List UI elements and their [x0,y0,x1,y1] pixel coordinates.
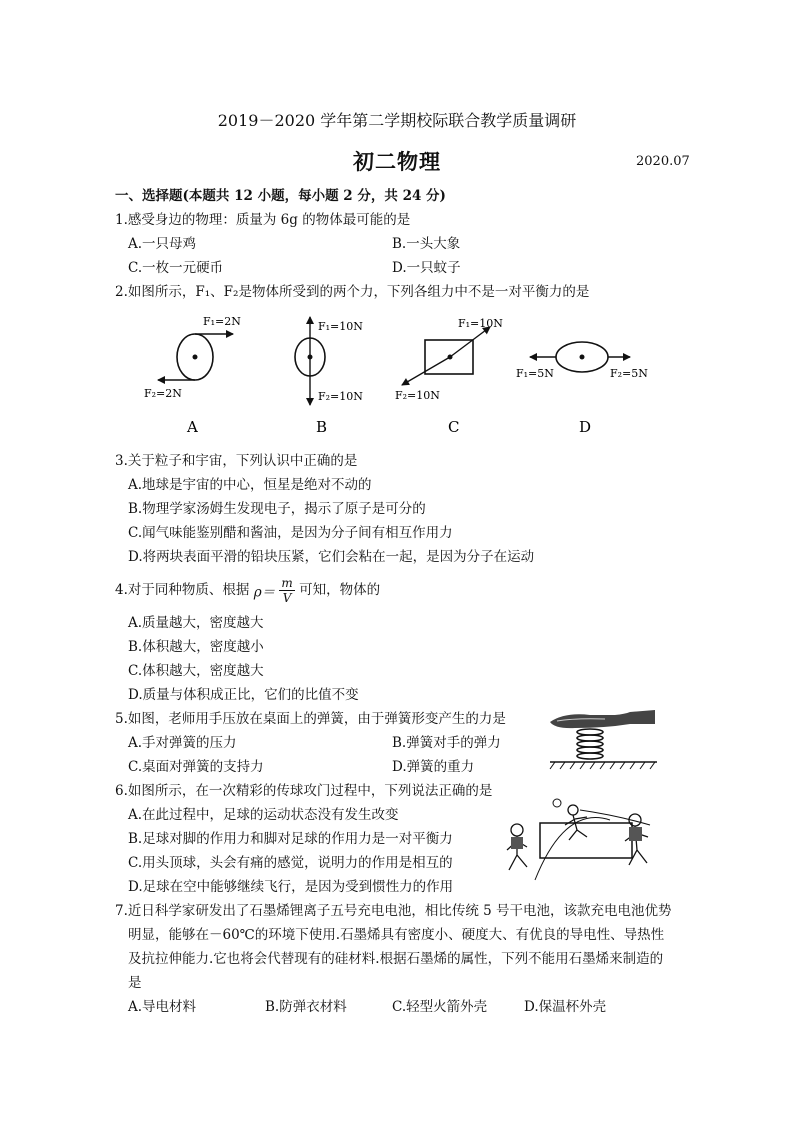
q6-option-d: D.足球在空中能够继续飞行，是因为受到惯性力的作用 [128,879,454,895]
q4-option-a: A.质量越大，密度越大 [128,615,264,631]
diagram-c-f1: F₁=10N [458,317,503,330]
q4-stem-after: 可知，物体的 [299,582,381,598]
q5-option-c: C.桌面对弹簧的支持力 [128,759,264,775]
q5-option-b: B.弹簧对手的弹力 [392,735,501,751]
q3-option-d: D.将两块表面平滑的铅块压紧，它们会粘在一起，是因为分子在运动 [128,549,535,565]
soccer-illustration [495,795,670,890]
q4-option-d: D.质量与体积成正比，它们的比值不变 [128,687,359,703]
q7-line-3: 及抗拉伸能力.它也将会代替现有的硅材料.根据石墨烯的属性，下列不能用石墨烯来制造的 [128,951,664,967]
diagram-b-f1: F₁=10N [318,320,363,333]
figure-label-b: B [316,418,328,436]
diagram-d [516,342,648,380]
figure-label-a: A [187,418,198,436]
formula-numerator: m [281,576,293,590]
q3-option-c: C.闻气味能鉴别醋和酱油，是因为分子间有相互作用力 [128,525,453,541]
q4-option-b: B.体积越大，密度越小 [128,639,264,655]
diagram-c [395,317,503,402]
q3-stem: 3.关于粒子和宇宙，下列认识中正确的是 [115,453,358,469]
q3-option-b: B.物理学家汤姆生发现电子，揭示了原子是可分的 [128,501,426,517]
q7-option-a: A.导电材料 [128,999,197,1015]
density-formula [254,576,295,605]
diagram-d-f2: F₂=5N [610,367,648,380]
section-heading: 一、选择题(本题共 12 小题，每小题 2 分，共 24 分) [115,188,446,204]
q7-line-1: 7.近日科学家研发出了石墨烯锂离子五号充电电池，相比传统 5 号干电池，该款充电电池优势 [115,903,672,919]
diagram-c-f2: F₂=10N [395,389,440,402]
q4-stem-before: 4.对于同种物质、根据 [115,582,250,598]
q2-stem: 2.如图所示，F₁、F₂是物体所受到的两个力，下列各组力中不是一对平衡力的是 [115,284,590,300]
q6-option-c: C.用头顶球，头会有痛的感觉，说明力的作用是相互的 [128,855,453,871]
diagram-a-f2: F₂=2N [144,387,182,400]
q4-stem [115,576,380,605]
q3-option-a: A.地球是宇宙的中心，恒星是绝对不动的 [128,477,372,493]
q2-force-diagrams [130,305,670,440]
formula-denominator: V [282,591,292,605]
exam-date: 2020.07 [636,154,690,169]
q1-option-b: B.一头大象 [392,236,461,252]
diagram-b [295,317,363,405]
q6-stem: 6.如图所示，在一次精彩的传球攻门过程中，下列说法正确的是 [115,783,493,799]
q7-option-b: B.防弹衣材料 [265,999,347,1015]
q7-option-d: D.保温杯外壳 [524,999,607,1015]
q5-option-a: A.手对弹簧的压力 [128,735,237,751]
diagram-a [144,315,241,400]
figure-label-d: D [579,418,592,436]
q7-line-2: 明显，能够在－60℃的环境下使用.石墨烯具有密度小、硬度大、有优良的导电性、导热性 [128,927,665,943]
q7-option-c: C.轻型火箭外壳 [392,999,488,1015]
q1-option-c: C.一枚一元硬币 [128,260,224,276]
q5-option-d: D.弹簧的重力 [392,759,475,775]
q6-option-b: B.足球对脚的作用力和脚对足球的作用力是一对平衡力 [128,831,453,847]
diagram-a-f1: F₁=2N [203,315,241,328]
formula-lhs: ρ＝ [253,584,276,601]
q6-option-a: A.在此过程中，足球的运动状态没有发生改变 [128,807,399,823]
figure-label-c: C [448,418,460,436]
diagram-b-f2: F₂=10N [318,390,363,403]
q7-line-4: 是 [128,975,142,991]
q5-stem: 5.如图，老师用手压放在桌面上的弹簧，由于弹簧形变产生的力是 [115,711,506,727]
q1-option-a: A.一只母鸡 [128,236,197,252]
exam-title: 2019－2020 学年第二学期校际联合教学质量调研 [217,111,577,130]
q1-stem: 1.感受身边的物理：质量为 6g 的物体最可能的是 [115,212,411,228]
q1-option-d: D.一只蚊子 [392,260,461,276]
diagram-d-f1: F₁=5N [516,367,554,380]
q4-option-c: C.体积越大，密度越大 [128,663,264,679]
subject-title: 初二物理 [353,149,441,174]
spring-hand-illustration [545,702,660,772]
